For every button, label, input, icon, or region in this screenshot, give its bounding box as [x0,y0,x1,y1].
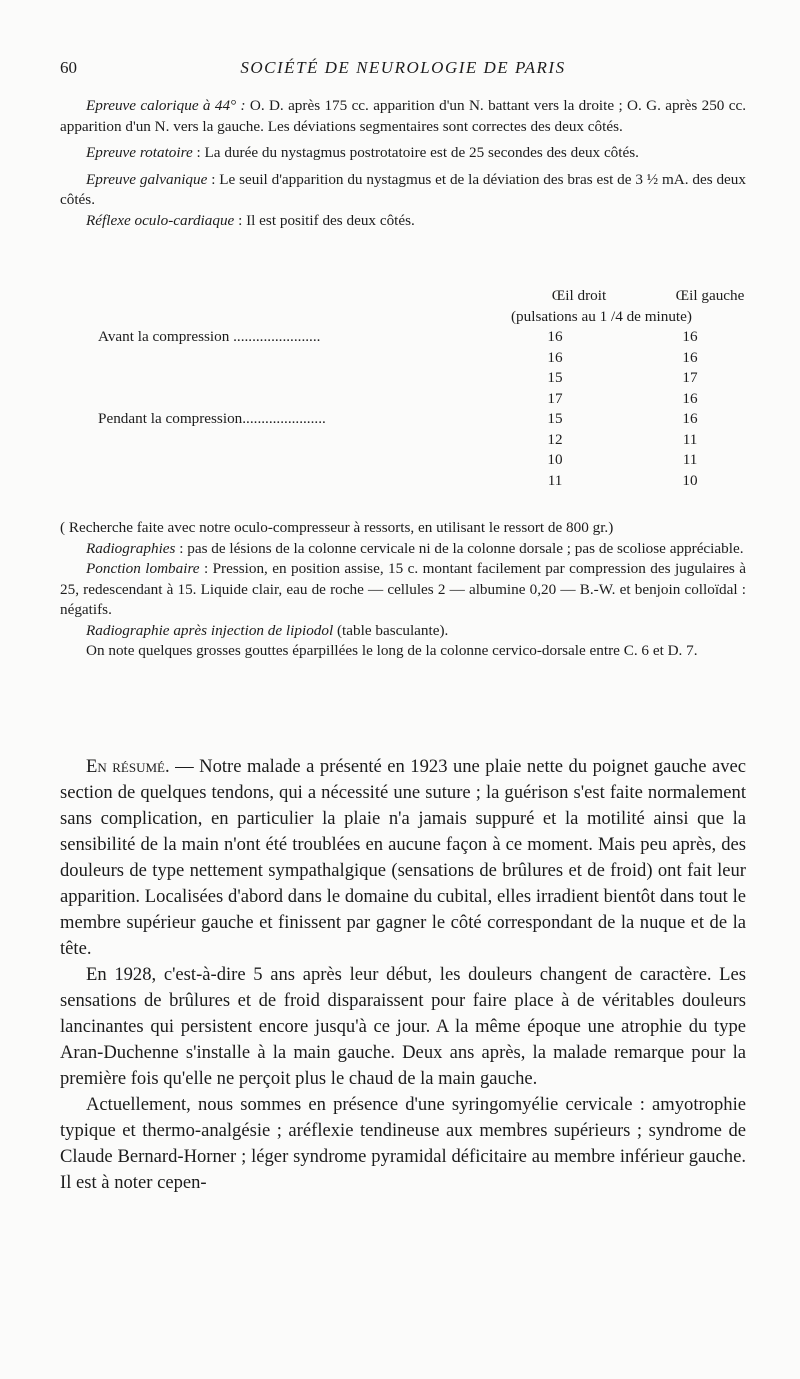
paragraph-text: (table basculante). [333,621,449,639]
paragraph-text: : pas de lésions de la colonne cervicale ni de la colonne dorsale ; pas de scoliose appréciable. [175,539,744,557]
row-label: Avant la compression ....................... [98,328,321,345]
paragraph-lead: Epreuve calorique à 44° : [86,97,246,114]
row-label: Pendant la compression...................... [98,410,326,427]
paragraph-lead: Radiographie après injection de lipiodol [86,621,334,639]
paragraph-text: : Il est positif des deux côtés. [234,211,415,229]
right-eye-value: 10 [547,451,563,468]
left-eye-value: 17 [682,369,698,386]
paragraph-lead: Radiographies [86,539,176,557]
page-number: 60 [60,58,77,77]
paragraph-text: : La durée du nystagmus postrotatoire est de 25 secondes des deux côtés. [192,144,639,161]
paragraph-text: Actuellement, nous sommes en présence d'une syringomyélie cervicale : amyotrophie typique et thermo-analgésie ; aréflexie tendineuse aux membres supérieurs ; syndrome de Claude Bernard-Horner ; léger syndrome pyramidal déficitaire au membre inférieur gauche. Il est à noter cepen- [60,1094,746,1193]
paragraph [60,518,746,539]
paragraph [60,621,746,642]
table-row [60,327,746,348]
right-eye-value: 17 [547,389,563,407]
table-row [60,409,746,430]
table-row [60,450,746,471]
column-header-left-eye: Œil gauche [675,287,745,304]
paragraph [60,754,746,962]
left-eye-value: 16 [682,328,698,345]
table-unit-row [60,307,746,328]
paragraph-lead: Epreuve rotatoire [86,144,193,161]
table-header-row [60,286,746,307]
paragraph-text: : Le seuil d'apparition du nystagmus et de la déviation des bras est de 3 ½ mA. des deux côtés. [60,170,746,208]
left-eye-value: 16 [682,389,698,407]
right-eye-value: 15 [547,410,563,427]
page-header [60,58,746,80]
table-row [60,430,746,451]
paragraph [60,962,746,1092]
table-unit: (pulsations au 1 /4 de minute) [511,307,692,325]
oculocardiac-table [60,286,746,491]
right-eye-value: 15 [547,369,563,386]
right-eye-value: 12 [547,430,563,448]
right-eye-value: 16 [547,328,563,345]
paragraph [60,96,746,137]
running-title: SOCIÉTÉ DE NEUROLOGIE DE PARIS [240,58,566,77]
left-eye-value: 11 [682,430,698,448]
exam-block-2 [60,518,746,662]
table-row [60,471,746,492]
paragraph [60,539,746,560]
paragraph-text: ( Recherche faite avec notre oculo-compresseur à ressorts, en utilisant le ressort de 800 gr.) [60,519,614,536]
table-row [60,348,746,369]
exam-block-1 [60,96,746,231]
left-eye-value: 16 [682,410,698,427]
paragraph-lead: Epreuve galvanique [86,170,208,188]
column-header-right-eye: Œil droit [551,287,607,304]
paragraph [60,211,746,232]
paragraph-lead: Réflexe oculo-cardiaque [86,211,235,229]
right-eye-value: 11 [547,471,563,489]
paragraph-text: : Pression, en position assise, 15 c. montant facilement par compression des jugulaires à 25, redescendant à 15. Liquide clair, eau de roche — cellules 2 — albumine 0,20 — B.-W. et benjoin colloïdal : négatifs. [60,560,746,618]
paragraph [60,170,746,211]
paragraph [60,1092,746,1196]
left-eye-value: 11 [682,451,698,468]
paragraph [60,143,746,164]
section-lead: En résumé. [86,756,170,777]
paragraph [60,641,746,662]
paragraph-text: On note quelques grosses gouttes éparpillées le long de la colonne cervico-dorsale entre C. 6 et D. 7. [86,642,698,659]
paragraph-text: — Notre malade a présenté en 1923 une plaie nette du poignet gauche avec section de quelques tendons, qui a nécessité une suture ; la guérison s'est faite normalement sans complication, en particulier la plaie n'a jamais suppuré et la motilité ainsi que la sensibilité de la main n'ont été troublées en aucune façon à ce moment. Mais peu après, des douleurs de type nettement sympathalgique (sensations de brûlures et de froid) ont fait leur apparition. Localisées d'abord dans le domaine du cubital, elles irradient bientôt dans tout le membre supérieur gauche et finissent par gagner le côté correspondant de la nuque et de la tête. [60,756,747,959]
main-body [60,754,746,1196]
table-row [60,368,746,389]
paragraph-lead: Ponction lombaire [86,560,200,577]
left-eye-value: 10 [682,471,698,489]
paragraph-text: En 1928, c'est-à-dire 5 ans après leur début, les douleurs changent de caractère. Les sensations de brûlures et de froid disparaissent pour faire place à de véritables douleurs lancinantes qui persistent encore jusqu'à ce jour. A la même époque une atrophie du type Aran-Duchenne s'installe à la main gauche. Deux ans après, la malade remarque pour la première fois qu'elle ne perçoit plus le chaud de la main gauche. [60,964,746,1089]
right-eye-value: 16 [547,348,563,366]
paragraph-text: O. D. après 175 cc. apparition d'un N. battant vers la droite ; O. G. après 250 cc. apparition d'un N. vers la gauche. Les déviations segmentaires sont correctes des deux côtés. [60,97,746,135]
left-eye-value: 16 [682,348,698,366]
table-row [60,389,746,410]
paragraph [60,559,746,621]
